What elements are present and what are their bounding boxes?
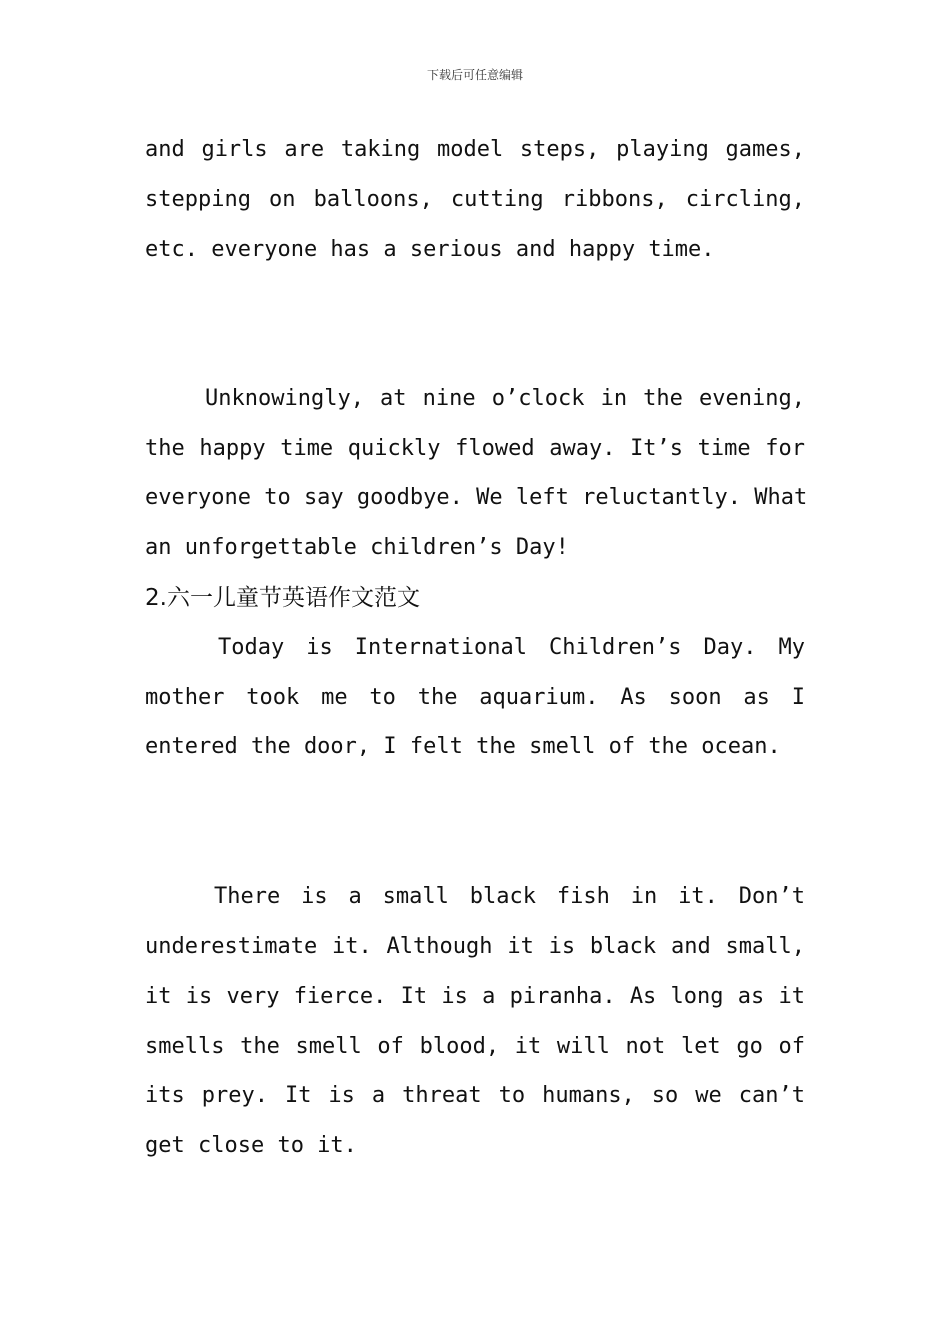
- section-heading: 2.六一儿童节英语作文范文: [145, 585, 420, 611]
- paragraph-1-line-3: etc. everyone has a serious and happy time.: [145, 237, 715, 262]
- paragraph-2-line-3: everyone to say goodbye. We left reluctantly. What: [145, 485, 808, 510]
- paragraph-1-line-1: and girls are taking model steps, playing games,: [145, 137, 805, 162]
- paragraph-4-line-6: get close to it.: [145, 1133, 357, 1158]
- paragraph-3-line-2: mother took me to the aquarium. As soon as I: [145, 685, 805, 710]
- paragraph-4-line-1: There is a small black fish in it. Don’t: [214, 884, 805, 909]
- paragraph-2-line-1: Unknowingly, at nine o’clock in the evening,: [205, 386, 805, 411]
- paragraph-3-line-1: Today is International Children’s Day. My: [218, 635, 805, 660]
- paragraph-4-line-5: its prey. It is a threat to humans, so we can’t: [145, 1083, 805, 1108]
- paragraph-3-line-3: entered the door, I felt the smell of the ocean.: [145, 734, 781, 759]
- paragraph-1-line-2: stepping on balloons, cutting ribbons, circling,: [145, 187, 805, 212]
- paragraph-4-line-4: smells the smell of blood, it will not let go of: [145, 1034, 805, 1059]
- paragraph-4-line-3: it is very fierce. It is a piranha. As long as it: [145, 984, 805, 1009]
- paragraph-2-line-4: an unforgettable children’s Day!: [145, 535, 569, 560]
- paragraph-4-line-2: underestimate it. Although it is black and small,: [145, 934, 805, 959]
- page-header: 下载后可任意编辑: [426, 68, 523, 82]
- paragraph-2-line-2: the happy time quickly flowed away. It’s time for: [145, 436, 805, 461]
